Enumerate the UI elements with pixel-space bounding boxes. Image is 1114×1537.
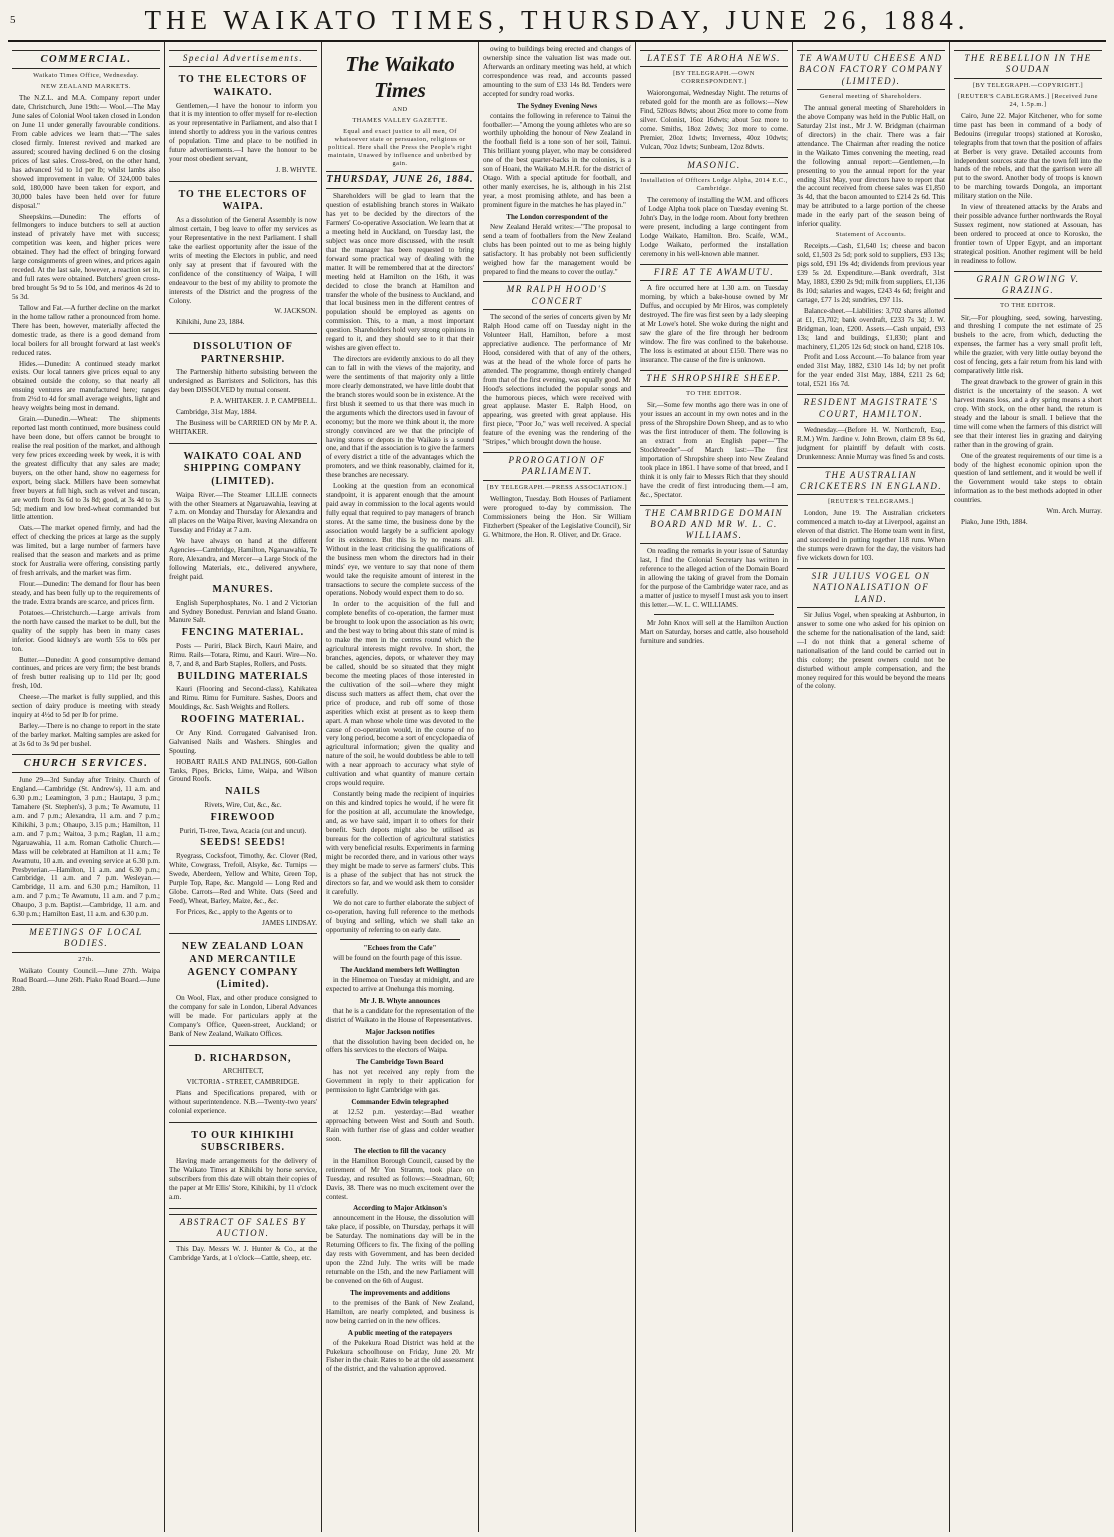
paper-name: The Waikato Times [345, 52, 455, 103]
commercial-paragraph: Potatoes.—Christchurch.—Large arrivals from the north have caused the market to be dull, but the quality of the supply has been in many cases inferior. Good kidney's are worth 55s to 60s per ton. [12, 608, 160, 653]
kihikihi-advertisement [169, 1126, 317, 1209]
special-advertisements-heading: Special Advertisements. [169, 50, 317, 67]
balance-sheet-text: Balance-sheet.—Liabilities: 3,702 shares allotted at £1, £3,702; bank overdraft, £233 7s 3d; J. W. Bridgman, loan, £200. Assets.—Cash unpaid, £93 13s; land and buildings, £1,830; plant and machinery, £1,205 12s 6d; stock on hand, £218 10s. [797, 306, 945, 351]
prorogation-text: Wellington, Tuesday. Both Houses of Parliament were prorogued to-day by commission. The Commissioners being the Hon. Sir William Fitzherbert (Speaker of the Legislative Council), Sir G. Whitmore, the Hon. R. Oliver, and Dr. Grace. [483, 494, 631, 539]
commercial-paragraph: Tallow and Fat.—A further decline on the market in the home tallow rather a pronounced from home. There has been, however, materially affected the domestic trade, as there is a good demand from local boilers for all brought forward at last week's reduced rates. [12, 303, 160, 357]
soudan-subheading-2: [REUTER'S CABLEGRAMS.] [Received June 24, 1.5p.m.] [958, 92, 1098, 108]
manures-text: English Superphosphates, No. 1 and 2 Victorian and Sydney Bonedust. Peruvian and Island Guano. Manure Salt. [169, 598, 317, 625]
news-item-text: of the Pukekura Road District was held at the Pukekura schoolhouse on Friday, June 20. Mr Fisher in the chair. Rates to be at the old assessment of the district, and the valuation approved. [326, 1338, 474, 1374]
grain-grazing-text: The great drawback to the grower of grain in this district is the uncertainty of the season. A wet harvest means loss, and a dry spring means a short crop. With stock, on the other hand, the return is steady and the labour is small. I believe that the time will come when the farmers of this district will see that their interest lies in grazing and dairying rather than in the growing of grain. [954, 378, 1102, 449]
paper-subtitle: THAMES VALLEY GAZETTE. [352, 116, 448, 124]
meetings-text: Waikato County Council.—June 27th. Waipa Road Board.—June 26th. Piako Road Board.—June 28th. [12, 966, 160, 993]
editorial-paragraph: Looking at the question from an economical standpoint, it is apparent enough that the amount paid away in commission to the local agents would fully equal that required to pay managers of branch stores. At the same time, the business done by the association would largely be a sufficient apology for its existence. But this is by no means all. Without in the least criticising the qualifications of the business men whom the directors had in their minds' eye, we venture to say that none of them would take the requisite amount of interest in the transactions to secure the complete success of the operations. Nobody would expect them to do so. [326, 482, 474, 598]
prorogation-heading: PROROGATION OF PARLIAMENT. [483, 452, 631, 481]
editorial-paragraph: Constantly being made the recipient of inquiries on this and kindred topics he would, if he were fit for the position at all, accumulate the knowledge, and, as we have said, impart it to others for their benefit. Such depots might also be utilised as bureaus for the collection of agricultural statistics with very beneficial results. Experiments in farming might be recorded there, and in various other ways they might be made to serve as farmers' clubs. This is a phase of the subject that has not struck the directors so far, and we would ask them to consider it carefully. [326, 790, 474, 897]
commercial-paragraph: Flour.—Dunedin: The demand for flour has been steady, and has been fully up to the requirements of the trade. Extra brands are scarce, and prices firm. [12, 580, 160, 606]
commercial-paragraph: Butter.—Dunedin: A good consumptive demand continues, and prices are very firm; the best brands of fresh butter realising up to 11d per lb; good fresh, 10d. [12, 655, 160, 691]
roofing-heading: ROOFING MATERIAL. [180, 714, 306, 726]
accounts-heading: Statement of Accounts. [835, 231, 907, 239]
masonic-heading: MASONIC. [640, 157, 788, 174]
jackson-address-to: TO THE ELECTORS OF WAIPA. [178, 188, 308, 213]
vogel-text: Sir Julius Vogel, when speaking at Ashburton, in answer to some one who asked for his opinion on the scheme for the nationalisation of the land, said:—I do not think that a general scheme of nationalisation of the land could be carried out in this colony; the present owners could not be disturbed without ample compensation, and the money required for this would be beyond the means of the colony. [797, 610, 945, 691]
richardson-advertisement [169, 1049, 317, 1123]
news-item-continued: owing to buildings being erected and changes of ownership since the valuation list was made out. Afterwards an ordinary meeting was held, at which correspondence was read, and accounts passed amounting to the sum of £33 14s 8d. Tenders were accepted for sundry road works. [483, 45, 631, 98]
column-6 [793, 42, 950, 1532]
news-item-heading: Commander Edwin telegraphed [351, 1098, 449, 1107]
building-heading: BUILDING MATERIALS [177, 670, 309, 682]
column-5 [636, 42, 793, 1532]
cheese-factory-text: The annual general meeting of Shareholders in the above Company was held in the Public Hall, on Saturday 21st inst., Mr J. W. Bridgman (chairman of directors) in the chair. There was a fair attendance. The Chairman after reading the notice in the Waikato Times convening the meeting, read the following annual report:—Gentlemen,—In presenting to you the annual report for the year ending 31st May, your directors have to report that the account received from cheese sales was £1,850 3s 4d, that the bacon amounted to £214 2s 6d. This may be attributed to a large portion of the cheese made in the early part of the season being of inferior quality. [797, 104, 945, 229]
resident-magistrate-heading: RESIDENT MAGISTRATE'S COURT, HAMILTON. [797, 394, 945, 423]
jackson-signature: W. JACKSON. [274, 307, 317, 316]
meetings-date: 27th. [78, 955, 94, 963]
divider [340, 939, 460, 940]
auction-note: Mr John Knox will sell at the Hamilton Auction Mart on Saturday, horses and cattle, also household furniture and sundries. [640, 619, 788, 645]
news-items [326, 944, 474, 1374]
coal-company-text: Waipa River.—The Steamer LILLIE connects with the other Steamers at Ngaruawahia, leaving at 7 a.m. on Monday and Thursday for Alexandra and all places on the Waipa River, leaving Alexandra on Tuesday and Friday at 7 a.m. [169, 490, 317, 535]
shropshire-text: Sir,—Some few months ago there was in one of your issues an account in my own notes and in the press of the Shropshire Down Sheep, and as to who was the first introducer of them. The following is an extract from an English paper—"The Stockbreeder"—of March last:—The first importation of Shropshire sheep into New Zealand took place in 1861. I have some of that breed, and I think it is only fair to Messrs Rich that they should have the credit of first introducing them.—I am, &c., Spectator. [640, 401, 788, 499]
whyte-text: Gentlemen,—I have the honour to inform you that it is my intention to offer myself for re-election as your representative in Parliament, and also that I intend shortly to address you in the various centres of population. Time and place to be notified in future advertisements.—I have the honour to be your most obedient servant, [169, 101, 317, 164]
news-items-continued [483, 102, 631, 277]
building-text: Kauri (Flooring and Second-class), Kahikatea and Rimu. Rimu for Furniture. Sashes, Doors and Mouldings, &c. Sash Weights and Rollers. [169, 685, 317, 712]
commercial-subheading: NEW ZEALAND MARKETS. [41, 83, 131, 91]
editorial-date: THURSDAY, JUNE 26, 1884. [326, 171, 474, 190]
column-3 [322, 42, 479, 1532]
column-4 [479, 42, 636, 1532]
whitaker-notice: The Business will be CARRIED ON by Mr P. A. WHITAKER. [169, 418, 317, 436]
coal-company-advertisement [169, 447, 317, 935]
editorial-paragraph: In order to the acquisition of the full and complete benefits of co-operation, the farmer must be brought to look upon the association as his own; and the best way to bring about this state of mind is to make the men in the centres round which the agricultural interests might revolve. In short, the branches, agencies, depots, or whatever they may be called, should be so situated that they might become the meeting places of those interested in the cultivation of the soil—where they might discuss such matters as affect them, chat over the price of produce, and rub off some of those asperities which exist at present as to keep them apart. A man whose whole time was devoted to the cause of co-operation would, in the course of no very long period, become a sort of encyclopaedia of agricultural information; given the quality and nature of the soil, he would doubtless be able to tell with a near approach to accuracy what style of cultivation and what quantity of manure certain crops would require. [326, 600, 474, 788]
news-item-heading: The improvements and additions [350, 1288, 450, 1297]
editorial-paragraph: Shareholders will be glad to learn that the question of establishing branch stores in Waikato has yet to be decided by the directors of the Farmers' Co-operative Association. We learn that at a meeting held in Auckland, on Tuesday last, the subject was once more discussed, with the result that the manager has been requested to bring forward some practical way of dealing with the matter. It will be remembered that at the directors' meeting held at Hamilton on the 16th, it was decided to close the branch at Hamilton and transfer the whole of the business to Auckland, and that local business men in the different centres of population should be employed as agents on commission. This, to a man, a most important question. Shareholders hold very strong opinions in regard to it, and they should see to it that their wishes are given effect to. [326, 192, 474, 353]
dissolution-heading: DISSOLUTION OF PARTNERSHIP. [193, 341, 293, 365]
domain-board-heading: THE CAMBRIDGE DOMAIN BOARD AND MR W. L. C. WILLIAMS. [640, 505, 788, 545]
commercial-dateline: Waikato Times Office, Wednesday. [33, 72, 139, 80]
firewood-text: Puriri, Ti-tree, Tawa, Acacia (cut and uncut). [179, 826, 307, 835]
news-item-heading: According to Major Atkinson's [353, 1204, 447, 1213]
richardson-text: Plans and Specifications prepared, with or without superintendence. N.B.—Twenty-two years' colonial experience. [169, 1088, 317, 1115]
abstract-heading: ABSTRACT OF SALES BY AUCTION. [169, 1214, 317, 1243]
commercial-paragraph: Cheese.—The market is fully supplied, and this section of dairy produce is meeting with steady inquiry at 4½d to 5d per lb for prime. [12, 693, 160, 720]
column-1 [8, 42, 165, 1532]
whyte-advertisement [169, 70, 317, 182]
news-item-text: in the Hamilton Borough Council, caused by the retirement of Mr Yon Stramm, took place on Tuesday, and resulted as follows:—Steadman, 60; Davis, 38. There was no much excitement over the contest. [326, 1156, 474, 1201]
soudan-text: Cairo, June 22. Major Kitchener, who for some time past has been in command of a body of Bedouins (irregular troops) stationed at Korosko, telegraphs from that town that the position of affairs at Berber is very grave. Detailed accounts from independent sources state that the town fell into the hands of the rebels, and that the garrison were all put to the sword. Another body of troops is known to be marching towards Dongola, an important military station on the Nile. [954, 111, 1103, 201]
grain-grazing-subheading: TO THE EDITOR. [1000, 302, 1056, 310]
news-item-text: that he is a candidate for the representation of the district of Waikato in the House of Representatives. [326, 1006, 474, 1024]
coal-company-heading: WAIKATO COAL AND SHIPPING COMPANY (LIMITED). [183, 450, 303, 488]
te-aroha-heading: LATEST TE AROHA NEWS. [640, 50, 788, 67]
commercial-heading: COMMERCIAL. [12, 50, 160, 69]
whyte-signature: J. B. WHYTE. [275, 166, 317, 175]
dissolution-signatures: P. A. WHITAKER. J. P. CAMPBELL. [210, 397, 317, 406]
kihikihi-heading: TO OUR KIHIKIHI SUBSCRIBERS. [191, 1129, 295, 1154]
seeds-agents: For Prices, &c., apply to the Agents or to [176, 907, 293, 916]
news-item-heading: The London correspondent of the [506, 212, 608, 221]
columns [8, 42, 1106, 1532]
cricketers-heading: THE AUSTRALIAN CRICKETERS IN ENGLAND. [797, 467, 945, 496]
column-2 [165, 42, 322, 1532]
news-item-heading: The Cambridge Town Board [356, 1058, 444, 1067]
news-item-text: New Zealand Herald writes:—"The proposal to send a team of footballers from the New Zealand clubs has been pointed out to me as being highly satisfactory. It has probably not been sufficiently weighed how far the management would be prepared to find the means to cover the outlay." [483, 222, 631, 276]
news-item-text: announcement in the House, the dissolution will take place, if possible, on Thursday, perhaps it will be Saturday. The nominations day will be in the Returning Officers to fix. The fixing of the polling day rests with Government, and has been decided upon the 22nd July. The writs will be made returnable on the 15th, and the new Parliament will be convened on the 6th of August. [326, 1214, 474, 1285]
news-item-text: that the dissolution having been decided on, he offers his services to the electors of Waipa. [326, 1037, 474, 1055]
fencing-heading: FENCING MATERIAL. [181, 627, 305, 639]
te-aroha-subheading: [BY TELEGRAPH.—OWN CORRESPONDENT.] [673, 70, 755, 86]
jackson-text: As a dissolution of the General Assembly is now almost certain, I beg leave to offer my services as your Representative in the next Parliament. I shall take the earliest opportunity after the issue of the writs of meeting the Electors in public, and need only say at present that if favoured with the confidence of the constituency of Waipa, I will endeavour to the best of my ability to promote the interests of the District and the progress of the Colony. [169, 216, 317, 305]
news-item-text: to the premises of the Bank of New Zealand, Hamilton, are nearly completed, and business is now being carried on in the new offices. [326, 1298, 474, 1325]
editorial-paragraph: We do not care to further elaborate the subject of co-operation, having full reference to the methods of buying and selling, which we shall take an opportunity of referring to on early date. [326, 899, 474, 935]
commercial-paragraph: Hides.—Dunedin: A continued steady market exists. Our local tanners give prices equal to any obtained outside the colony, so that nearly all ensuing ventures are manufactured here; ranges from 2½d to 4d for small average weights, light and heavy weights being most in demand. [12, 359, 160, 413]
seeds-signature: JAMES LINDSAY. [262, 918, 317, 927]
church-services-text: June 29—3rd Sunday after Trinity. Church of England.—Cambridge (St. Andrew's), 11 a.m. and 6.30 p.m.; Leamington, 3 p.m.; Hautapu, 3 p.m.; Tamahere (St. Stephen's), 3 p.m.; Te Awamutu, 11 a.m. and 7 p.m.; Alexandra, 11 a.m. and 7 p.m.; Kihikihi, 3 p.m.; Ohaupo, 3.15 p.m.; Hamilton, 11 a.m. and 7 p.m.; Waitoa, 3 p.m.; Raglan, 11 a.m.; Ngaruawahia, 11 a.m. Roman Catholic Church.—Mass will be celebrated at Hamilton at 11 a.m.; Te Awamutu, 10 a.m. and evening service at 6.30 p.m. Presbyterian.—Hamilton, 11 a.m. and 6.30 p.m.; Cambridge, 11 a.m. and 7 p.m. Wesleyan.—Cambridge, 11 a.m. and 6.30 p.m.; Hamilton, 11 a.m. and 7 p.m.; Te Awamutu, 11 a.m. and 7 p.m.; Ohaupo, 3 p.m. Baptist.—Cambridge, 11 a.m. and 6.30 p.m.; Hamilton East, 11 a.m. and 6.30 p.m. [12, 776, 160, 919]
firewood-heading: FIREWOOD [210, 811, 276, 823]
cricketers-text: London, June 19. The Australian cricketers commenced a match to-day at Liverpool, against an eleven of that district. The Home team went in first, and succeeded in putting together 118 runs. When the stumps were drawn for the day, the visitors had five wickets down for 103. [797, 509, 945, 563]
cheese-factory-heading: TE AWAMUTU CHEESE AND BACON FACTORY COMPANY (LIMITED). [797, 50, 945, 90]
richardson-name: D. RICHARDSON, [194, 1052, 292, 1064]
vogel-heading: SIR JULIUS VOGEL ON NATIONALISATION OF LAND. [797, 568, 945, 608]
jackson-date: Kihikihi, June 23, 1884. [176, 318, 245, 327]
grain-grazing-date: Piako, June 19th, 1884. [961, 518, 1028, 527]
editorial-paragraph: The directors are evidently anxious to do all they can to fall in with the views of the majority, and were the sentiments of that majority only a little more clearly demonstrated, we have little doubt that the branch stores would soon be in existence. At the first blush it seemed to us that there was much in the arguments which the directors used in favour of economy; but the more we think about it, the more strongly convinced are we that the principle of having stores or depots in the Waikato is a sound one, and that if the association is to give the farmers of every district a title of the advantages which the promoters, and we think reasonably, claimed for it, these branches are necessary. [326, 355, 474, 480]
nzl-advertisement [169, 937, 317, 1045]
cheese-factory-title: General meeting of Shareholders. [820, 92, 922, 100]
news-item-heading: A public meeting of the ratepayers [347, 1328, 453, 1337]
te-awamutu-fire-text: A fire occurred here at 1.30 a.m. on Tuesday morning, by which a bake-house owned by Mr Duffus, and occupied by Mr Hiros, was completely destroyed. The fire was first seen by a lady sleeping at Mr Lowe's hotel. She woke during the night and saw the glare of the fire through her bedroom window. The fire was confined to the bakehouse. The loss is estimated at about £150. There was no insurance. The cause of the fire is unknown. [640, 284, 788, 364]
commercial-paragraph: Oats.—The market opened firmly, and had the effect of checking the prices at large as the supply was limited, but a large number of farmers have realised that the season and markets and as prime stock for Australia were offering, consisting partly of fresh arrivals, and the market was firm. [12, 524, 160, 578]
news-item-text: at 12.52 p.m. yesterday:—Bad weather approaching between West and South and South. Rain with further rise of glass and colder weather soon. [326, 1108, 474, 1143]
commercial-paragraph: Grain.—Dunedin.—Wheat: The shipments reported last month continued, more business could have been done, but offers cannot be brought to realise the real position of the market, and although very few prices exceeding week by week, it is with the greatest difficulty that any sales are made; buyers, on the other hand, show no eagerness for export, being slack. Millers have been somewhat freer buyers at full high, such as velvet and tuscan, are worth from 3s 6d to 3s 8d; good, at 3s 4d to 3s 5d; medium and low bred-wheat commanded but little attention. [12, 415, 160, 522]
shropshire-heading: THE SHROPSHIRE SHEEP. [640, 370, 788, 387]
soudan-heading: THE REBELLION IN THE SOUDAN [954, 50, 1102, 79]
resident-magistrate-text: Wednesday.—(Before H. W. Northcroft, Esq., R.M.) Wm. Jardine v. John Brown, claim £8 9s 6d, judgment for plaintiff by default with costs. Drunkenness: Annie Murray was fined 5s and costs. [797, 425, 945, 461]
nzl-heading: NEW ZEALAND LOAN AND MERCANTILE AGENCY COMPANY (Limited). [181, 941, 305, 991]
masthead-title: THE WAIKATO TIMES, THURSDAY, JUNE 26, 1884. [144, 4, 970, 35]
domain-board-text: On reading the remarks in your issue of Saturday last, I find the Colonial Secretary has written in reference to the alleged action of the Domain Board in allowing the taking of gravel from the Domain for the purpose of the Cambridge water race, and as a matter of justice to myself I must ask you to insert this letter.—W. L. C. WILLIAMS. [640, 547, 788, 610]
masonic-text: The ceremony of installing the W.M. and officers of Lodge Alpha took place on Tuesday evening St. John's Day, in the lodge room. About forty brethren were present, including a large contingent from Lodge Waikato, Hamilton. Bro. Scaife, W.M., Lodge Waikato, performed the installation ceremony in his well-known able manner. [640, 196, 788, 259]
prorogation-subheading: [BY TELEGRAPH.—PRESS ASSOCIATION.] [486, 483, 628, 491]
grain-grazing-heading: GRAIN GROWING V. GRAZING. [954, 271, 1102, 300]
kihikihi-text: Having made arrangements for the delivery of The Waikato Times at Kihikihi by horse service, subscribers from this date will obtain their copies of the paper at Mr Ellis' Store, Kihikihi, by 11 o'clock a.m. [169, 1156, 317, 1201]
dissolution-advertisement [169, 337, 317, 444]
seeds-heading: SEEDS! SEEDS! [200, 837, 286, 849]
news-item-heading: The Sydney Evening News [516, 101, 598, 110]
commercial-paragraph: Barley.—There is no change to report in the state of the barley market. Malting samples are asked for at 3s 6d to 3s 9d per bushel. [12, 722, 160, 748]
news-item-text: in the Hinemoa on Tuesday at midnight, and are expected to arrive at Onehunga this morning. [326, 975, 474, 993]
dissolution-text: The Partnership hitherto subsisting between the undersigned as Barristers and Solicitors, has this day been DISSOLVED by mutual consent. [169, 368, 317, 395]
dissolution-date: Cambridge, 31st May, 1884. [176, 408, 257, 417]
meetings-heading: MEETINGS OF LOCAL BODIES. [12, 924, 160, 953]
grain-grazing-signature: Wm. Arch. Murray. [1046, 507, 1102, 516]
nails-heading: NAILS [225, 786, 261, 798]
news-item-heading: The Auckland members left Wellington [340, 965, 460, 974]
profit-loss-text: Profit and Loss Account.—To balance from year ended 31st May, 1882, £310 14s 1d; by net profit for the year ended 31st May, 1884, £211 2s 6d; total, £521 16s 7d. [797, 353, 945, 389]
richardson-address: VICTORIA - STREET, CAMBRIDGE. [186, 1078, 300, 1087]
masthead [8, 0, 1106, 42]
cricketers-subheading: [REUTER'S TELEGRAMS.] [828, 498, 914, 506]
seeds-text: Ryegrass, Cocksfoot, Timothy, &c. Clover (Red, White, Cowgrass, Trefoil, Alsyke, &c. Turnips — Swede, Aberdeen, Yellow and White, Green Top, Purple Top, Rape, &c. Mangold — Long Red and Globe. Carrots—Red and White. Oats (Seed and Feed), Wheat, Barley, Maize, &c., &c. [169, 852, 317, 905]
accounts-text: Receipts.—Cash, £1,640 1s; cheese and bacon sold, £1,503 2s 5d; pork sold to suppliers, £93 13s; pigs sold, £91 19s 4d; dividends from previous year £39 5s 2d. Expenditure.—Bank overdraft, 31st May, 1883, £390 2s 9d; milk from suppliers, £1,136 8s 10d; salaries and wages, £243 4s 6d; freight and cartage, £77 1s 2d; sundries, £97 11s. [797, 242, 945, 304]
soudan-text: In view of threatened attacks by the Arabs and their possible advance further northwards the Royal Sussex regiment, now stationed at Assouan, has been ordered to proceed at once to Korosko, the frontier town of Upper Egypt, and an important strategical position. Another regiment will be held in readiness to follow. [954, 203, 1102, 265]
richardson-title: ARCHITECT, [222, 1067, 264, 1076]
hood-concert-text: The second of the series of concerts given by Mr Ralph Hood came off on Tuesday night in the Volunteer Hall, Hamilton, before a most appreciative audience. The performance of Mr Hood, considered with that of any of the others, was at the head of the whole force of parts he attended. The programme, though entirely changed from that of the first evening, was equally good. Mr Hood's selections included the popular songs and the humorous pieces, which were received with great applause. Master E. Ralph Hood, on appearing, was greeted with great applause. His first piece, "Poor Jo," was well received. A special feature of the evening was the rendering of the "Stripes," which brought down the house. [483, 313, 631, 447]
church-services-heading: CHURCH SERVICES. [12, 754, 160, 773]
nzl-text: On Wool, Flax, and other produce consigned to the company for sale in London, Liberal Advances will be made. For particulars apply at the Company's Office, Queen-street, Auckland; or Bank of New Zealand, Waikato Offices. [169, 993, 317, 1038]
te-awamutu-fire-heading: FIRE AT TE AWAMUTU. [640, 264, 788, 281]
grain-grazing-text: Sir,—For ploughing, seed, sowing, harvesting, and threshing I compute the net estimate of 25 bushels to the acre, from which, deducting the expenses, the farmer has a very small profit left, while the grazier, with very little outlay beyond the cost of fencing, gets a fair return from his land with comparatively little risk. [954, 313, 1102, 376]
manures-heading: MANURES. [212, 583, 274, 595]
divider [654, 614, 774, 615]
news-item-heading: Mr J. B. Whyte announces [359, 996, 441, 1005]
te-aroha-text: Waiorongomai, Wednesday Night. The returns of rebated gold for the month are as follows:—New Find, 520ozs 8dwts; about 26oz more to come from silver. Colonist, 16oz 16dwts; about 5oz more to come. Smiths, 18oz 2dwts; 3oz more to come. Premier, 20oz 1dwts; Inverness, 40oz 10dwts; Vulcan, 70oz 1dwts; Sunbeam, 12oz 8dwts. [640, 89, 788, 152]
stock-text: We have always on hand at the different Agencies—Cambridge, Hamilton, Ngaruawahia, Te Rore, Alexandra, and Mercer—a Large Stock of the following Materials, etc., delivered anywhere, freight paid. [169, 537, 317, 582]
whyte-address-to: TO THE ELECTORS OF WAIKATO. [178, 74, 308, 98]
roofing-text: Or Any Kind. Corrugated Galvanised Iron. Galvanised Nails and Washers. Shingles and Spouting. [169, 728, 317, 755]
jackson-advertisement [169, 185, 317, 334]
soudan-subheading: [BY TELEGRAPH.—COPYRIGHT.] [972, 81, 1084, 89]
news-item-text: contains the following in reference to Tainui the footballer:—"Among the young athletes who are so worthily upholding the honour of New Zealand in the football field is a tone son of her soil, Tainui. This brilliant young player, who may be considered one of the best quarter-backs in the colonies, is a son of Hoani, the Waikato M.H.R. for the district of Otago. With a special aptitude for football, and other manly exercises, he is, although in his 21st year, a most promising athlete, and has been a prominent figure in the matches he has played in." [483, 111, 631, 209]
masonic-title: Installation of Officers Lodge Alpha, 2014 E.C., Cambridge. [640, 177, 788, 193]
shropshire-subheading: TO THE EDITOR. [686, 390, 742, 398]
page-number: 5 [10, 14, 16, 26]
abstract-text: This Day. Messrs W. J. Hunter & Co., at the Cambridge Yards, at 1 o'clock—Cattle, sheep, etc. [169, 1245, 317, 1263]
grain-grazing-text: One of the greatest requirements of our time is a body of the highest economic opinion upon the question of land settlement, and it would be well if the Government would take steps to obtain information as to the best methods adopted in other countries. [954, 451, 1102, 505]
news-item-heading: The election to fill the vacancy [353, 1146, 446, 1155]
hobart-text: HOBART RAILS AND PALINGS, 600-Gallon Tanks, Pipes, Bricks, Lime, Waipa, and Wilson Ground Roofs. [169, 757, 317, 784]
column-7 [950, 42, 1106, 1532]
nails-text: Rivets, Wire, Cut, &c., &c. [204, 801, 282, 810]
commercial-paragraph: Sheepskins.—Dunedin: The efforts of fellmongers to induce butchers to sell at auction instead of privately have met with success; competition was keen, and higher prices were obtained. They had the effect of bringing forward large consignments of green wines, and prices again receded. At the last sale, however, a reaction set in, and full rates were obtained. Butchers' green cross-bred brought 5s 9d to 5s 10d, and merinos 4s 2d to 5s 3d. [12, 212, 161, 301]
commercial-paragraph: The N.Z.L. and M.A. Company report under date, Christchurch, June 19th:— Wool.—The May June sales of Colonial Wool taken closed in London on June 11 under generally favourable conditions. From cable advices we learn that:—"The sales closed firmly. Interest revived and marked are assured; scoured having declined 6 on the closing prices of last sales. Cross-bred, on the other hand, has advanced ½d to 1d per lb; whilst lambs also showed improvement in value. Of 324,000 bales sold, 180,000 have been taken for export, and 30,000 bales have been held over for future disposal." [12, 94, 160, 210]
news-item-text: will be found on the fourth page of this issue. [333, 954, 462, 963]
fencing-text: Posts — Puriri, Black Birch, Kauri Maire, and Rimu. Rails—Totara, Rimu, and Kauri. Wire—No. 8, 7, and 8, and Barb Staples, Rollers, and Posts. [169, 641, 317, 668]
paper-and: AND [392, 105, 408, 113]
news-item-heading: Major Jackson notifies [365, 1027, 435, 1036]
news-item-heading: "Echoes from the Cafe" [363, 944, 437, 953]
news-item-text: has not yet received any reply from the Government in reply to their application for permission to light Cambridge with gas. [326, 1068, 474, 1095]
paper-motto: Equal and exact justice to all men, Of whatsoever state or persuasion, religious or political. Here shall the Press the People's right maintain, Unawed by influence and unbribed by gain. [327, 128, 473, 167]
hood-concert-heading: MR RALPH HOOD'S CONCERT [483, 281, 631, 310]
